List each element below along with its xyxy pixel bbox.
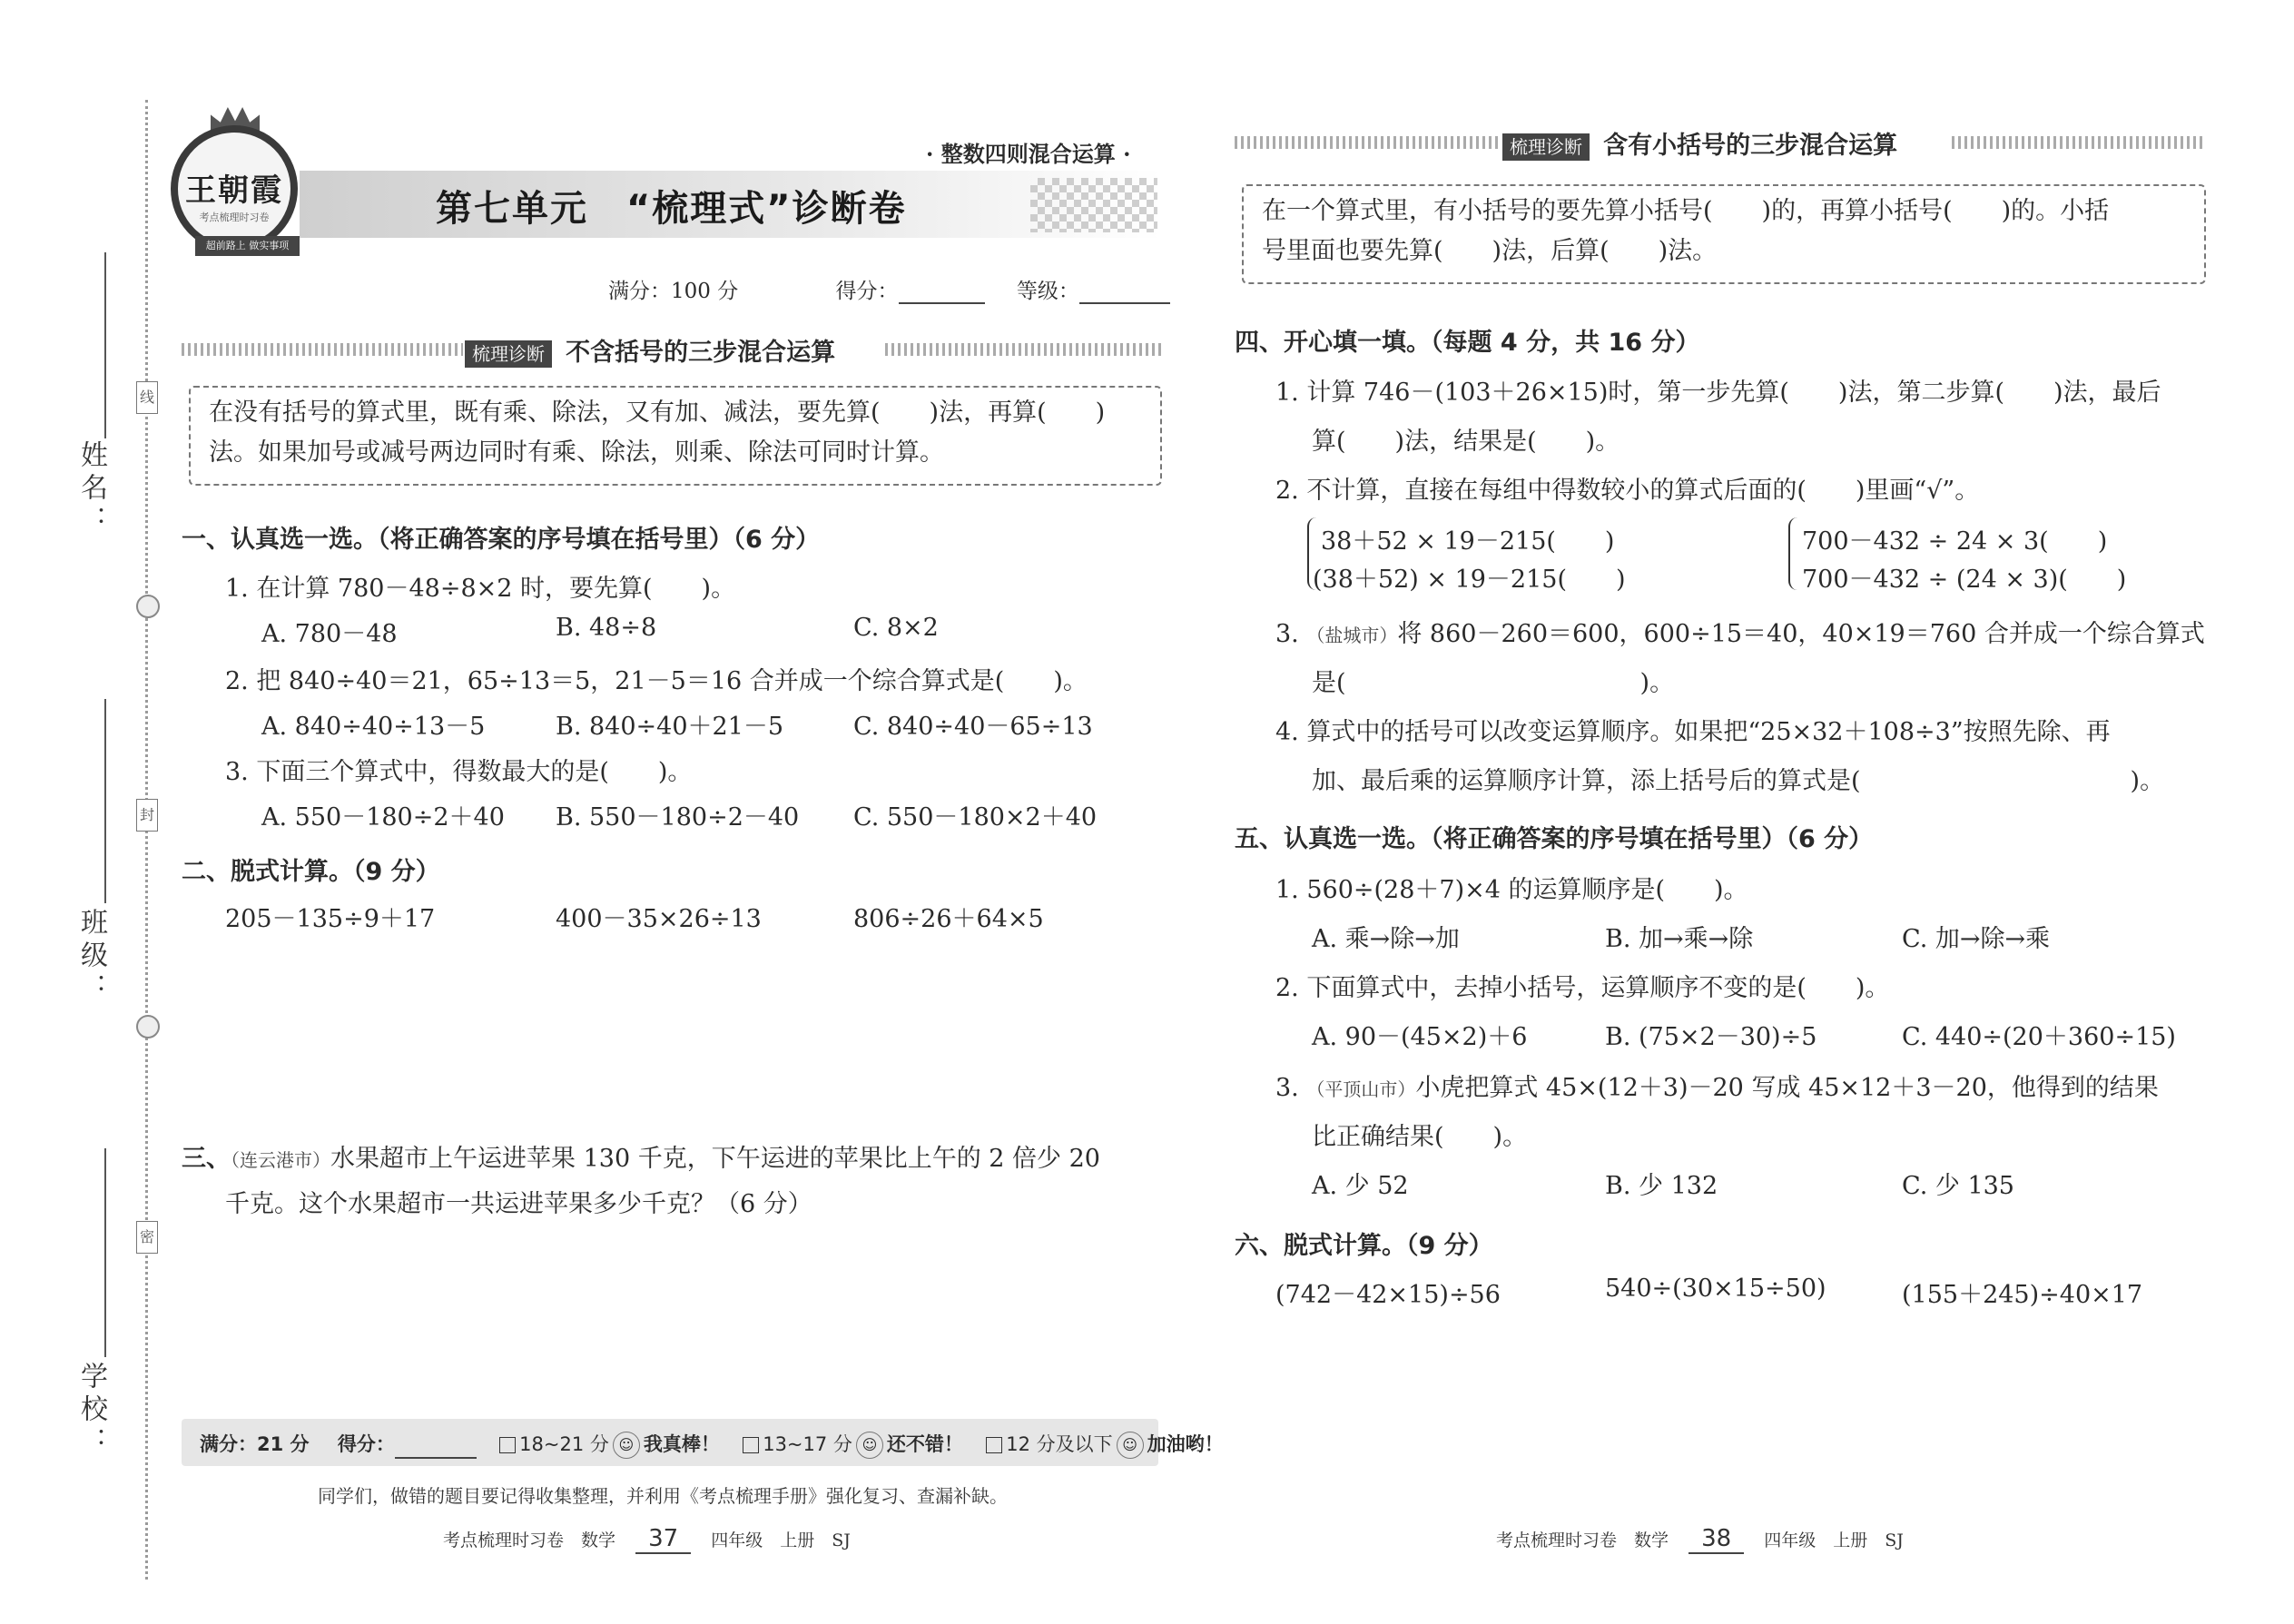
footer-grade: 四年级 上册 SJ	[1764, 1530, 1904, 1550]
question	[1275, 614, 2205, 649]
option-a[interactable]: A. 少 52	[1312, 1172, 1409, 1200]
diag1-header	[465, 332, 835, 368]
option-a[interactable]: A. 840÷40÷13－5	[261, 713, 486, 741]
option-b[interactable]: B. 48÷8	[556, 614, 657, 642]
class-label: 班级：	[75, 908, 107, 1006]
diag-tag: 梳理诊断	[1502, 133, 1590, 161]
option-a[interactable]: A. 780－48	[261, 620, 398, 648]
neutral-face-icon: ☺	[856, 1432, 883, 1459]
right-footer	[1496, 1525, 1904, 1554]
footer-book: 考点梳理时习卷 数学	[443, 1530, 616, 1550]
review-note: 同学们，做错的题目要记得收集整理，并利用《考点梳理手册》强化复习、查漏补缺。	[318, 1485, 1008, 1507]
topic-label: · 整数四则混合运算 ·	[926, 141, 1131, 167]
footer-book: 考点梳理时习卷 数学	[1496, 1530, 1669, 1550]
brand-logo	[171, 125, 298, 252]
question: 1. 计算 746－(103＋26×15)时，第一步先算( )法，第二步算( )法，最后	[1275, 379, 2161, 407]
strip-full: 满分：21 分	[200, 1433, 310, 1455]
diag-title: 不含括号的三步混合运算	[566, 339, 836, 367]
question-cont: 是( )。	[1312, 669, 1675, 697]
work-area[interactable]	[225, 944, 1151, 1117]
compare-expr[interactable]: 700－432 ÷ 24 × 3( )	[1802, 527, 2108, 556]
option-b[interactable]: B. (75×2－30)÷5	[1605, 1023, 1817, 1051]
school-label: 学校：	[75, 1362, 107, 1460]
section6-heading: 六、脱式计算。（9 分）	[1235, 1232, 1493, 1260]
question	[1275, 1068, 2159, 1103]
cheer-face-icon: ☺	[1117, 1432, 1144, 1459]
expression: (155＋245)÷40×17	[1902, 1281, 2143, 1309]
seal-mi: 密	[136, 1221, 158, 1254]
question-cont: 比正确结果( )。	[1312, 1123, 1528, 1151]
binding-knot-icon	[136, 1015, 160, 1038]
smile-face-icon: ☺	[613, 1432, 640, 1459]
seal-xian: 线	[136, 381, 158, 414]
cut-line	[145, 100, 148, 1580]
name-label: 姓名：	[75, 440, 107, 538]
compare-expr[interactable]: 700－432 ÷ (24 × 3)( )	[1802, 566, 2127, 594]
range-1: 18~21 分	[519, 1433, 609, 1455]
option-c[interactable]: C. 440÷(20＋360÷15)	[1902, 1023, 2176, 1051]
problem-text: 水果超市上午运进苹果 130 千克，下午运进的苹果比上午的 2 倍少 20	[330, 1145, 1100, 1173]
option-b[interactable]: B. 加→乘→除	[1605, 925, 1754, 953]
question: 1. 560÷(28＋7)×4 的运算顺序是( )。	[1275, 876, 1748, 904]
rule-line: 号里面也要先算( )法，后算( )法。	[1262, 237, 1718, 265]
score-line	[608, 274, 1170, 304]
rule-box	[1242, 184, 2206, 284]
rule-line: 在没有括号的算式里，既有乘、除法，又有加、减法，要先算( )法，再算( )	[209, 399, 1106, 427]
option-c[interactable]: C. 少 135	[1902, 1172, 2014, 1200]
brace-icon	[1788, 517, 1803, 590]
page-number: 37	[635, 1525, 691, 1554]
logo-subtext: 考点梳理时习卷	[199, 212, 270, 223]
city-tag: （平顶山市）	[1306, 1078, 1416, 1100]
seal-feng: 封	[136, 799, 158, 832]
strip-score: 得分：	[337, 1433, 395, 1455]
option-c[interactable]: C. 8×2	[853, 614, 939, 642]
compare-expr[interactable]: 38＋52 × 19－215( )	[1321, 527, 1615, 556]
diag2-header	[1502, 125, 1897, 161]
option-c[interactable]: C. 840÷40－65÷13	[853, 713, 1093, 741]
strip-score-field[interactable]	[395, 1439, 477, 1459]
expression: 205－135÷9＋17	[225, 905, 436, 933]
name-write-line[interactable]	[104, 252, 106, 438]
dash-band	[182, 343, 463, 356]
expression: 540÷(30×15÷50)	[1605, 1275, 1826, 1303]
checkbox[interactable]	[499, 1437, 516, 1453]
section3-line1	[182, 1138, 1100, 1174]
option-b[interactable]: B. 少 132	[1605, 1172, 1718, 1200]
question: 2. 把 840÷40＝21，65÷13＝5，21－5＝16 合并成一个综合算式是( )。	[225, 667, 1088, 695]
full-score: 满分：100 分	[608, 280, 739, 303]
range-3: 12 分及以下	[1006, 1433, 1113, 1455]
logo-text: 王朝霞	[185, 172, 283, 209]
option-c[interactable]: C. 550－180×2＋40	[853, 803, 1098, 832]
binding-margin	[0, 0, 159, 1624]
logo-ribbon: 超前路上 做实事项	[195, 236, 300, 256]
binding-knot-icon	[136, 595, 160, 618]
question-cont: 加、最后乘的运算顺序计算，添上括号后的算式是( )。	[1312, 767, 2165, 795]
score-label: 得分：	[835, 280, 899, 303]
option-b[interactable]: B. 550－180÷2－40	[556, 803, 800, 832]
page-number: 38	[1689, 1525, 1744, 1554]
footer-grade: 四年级 上册 SJ	[711, 1530, 851, 1550]
grade-label: 等级：	[1016, 280, 1079, 303]
section4-heading: 四、开心填一填。（每题 4 分，共 16 分）	[1235, 329, 1700, 357]
strip-content	[200, 1430, 1224, 1459]
dash-band	[1235, 136, 1498, 149]
diag-tag: 梳理诊断	[465, 340, 552, 368]
rule-line: 在一个算式里，有小括号的要先算小括号( )的，再算小括号( )的。小括	[1262, 197, 2110, 225]
checkbox[interactable]	[743, 1437, 759, 1453]
option-c[interactable]: C. 加→除→乘	[1902, 925, 2051, 953]
grade-field[interactable]	[1079, 279, 1170, 304]
q-number: 3.	[1275, 1074, 1307, 1102]
work-area[interactable]	[225, 1225, 1151, 1407]
school-write-line[interactable]	[104, 1148, 106, 1357]
diag-title: 含有小括号的三步混合运算	[1603, 132, 1898, 160]
work-area[interactable]	[1275, 1316, 2201, 1498]
range-1-msg: 我真棒！	[643, 1433, 720, 1455]
expression: (742－42×15)÷56	[1275, 1281, 1501, 1309]
left-footer	[443, 1525, 851, 1554]
compare-expr[interactable]: (38＋52) × 19－215( )	[1313, 566, 1626, 594]
section3-prefix: 三、	[182, 1145, 231, 1173]
section1-heading: 一、认真选一选。（将正确答案的序号填在括号里）（6 分）	[182, 526, 821, 554]
class-write-line[interactable]	[104, 699, 106, 903]
range-2: 13~17 分	[763, 1433, 852, 1455]
rule-box	[189, 386, 1162, 486]
question-text: 小虎把算式 45×(12＋3)－20 写成 45×12＋3－20，他得到的结果	[1415, 1074, 2159, 1102]
q-number: 3.	[1275, 620, 1307, 648]
range-3-msg: 加油哟！	[1147, 1433, 1224, 1455]
city-tag: （盐城市）	[1306, 625, 1398, 646]
option-b[interactable]: B. 840÷40＋21－5	[556, 713, 784, 741]
question: 2. 不计算，直接在每组中得数较小的算式后面的( )里画“√”。	[1275, 477, 1980, 505]
dash-band	[885, 343, 1162, 356]
question: 2. 下面算式中，去掉小括号，运算顺序不变的是( )。	[1275, 974, 1890, 1002]
problem-text: 千克。这个水果超市一共运进苹果多少千克？（6 分）	[225, 1190, 812, 1218]
section5-heading: 五、认真选一选。（将正确答案的序号填在括号里）（6 分）	[1235, 825, 1874, 853]
question-text: 将 860－260＝600，600÷15＝40，40×19＝760 合并成一个综合算式	[1397, 620, 2205, 648]
question: 1. 在计算 780－48÷8×2 时，要先算( )。	[225, 575, 736, 603]
checkbox[interactable]	[986, 1437, 1002, 1453]
expression: 400－35×26÷13	[556, 905, 762, 933]
section2-heading: 二、脱式计算。（9 分）	[182, 858, 440, 886]
range-2-msg: 还不错！	[886, 1433, 963, 1455]
question-cont: 算( )法，结果是( )。	[1312, 428, 1620, 456]
question: 3. 下面三个算式中，得数最大的是( )。	[225, 758, 693, 786]
page-title: 第七单元 “梳理式”诊断卷	[436, 188, 907, 230]
option-a[interactable]: A. 90－(45×2)＋6	[1312, 1023, 1528, 1051]
dash-band	[1952, 136, 2206, 149]
option-a[interactable]: A. 乘→除→加	[1312, 925, 1460, 953]
city-tag: （连云港市）	[231, 1149, 330, 1171]
score-field[interactable]	[899, 279, 985, 304]
rule-line: 法。如果加号或减号两边同时有乘、除法，则乘、除法可同时计算。	[209, 438, 944, 467]
expression: 806÷26＋64×5	[853, 905, 1044, 933]
option-a[interactable]: A. 550－180÷2＋40	[261, 803, 505, 832]
checker-decoration	[1030, 178, 1157, 232]
question: 4. 算式中的括号可以改变运算顺序。如果把“25×32＋108÷3”按照先除、再	[1275, 718, 2111, 746]
